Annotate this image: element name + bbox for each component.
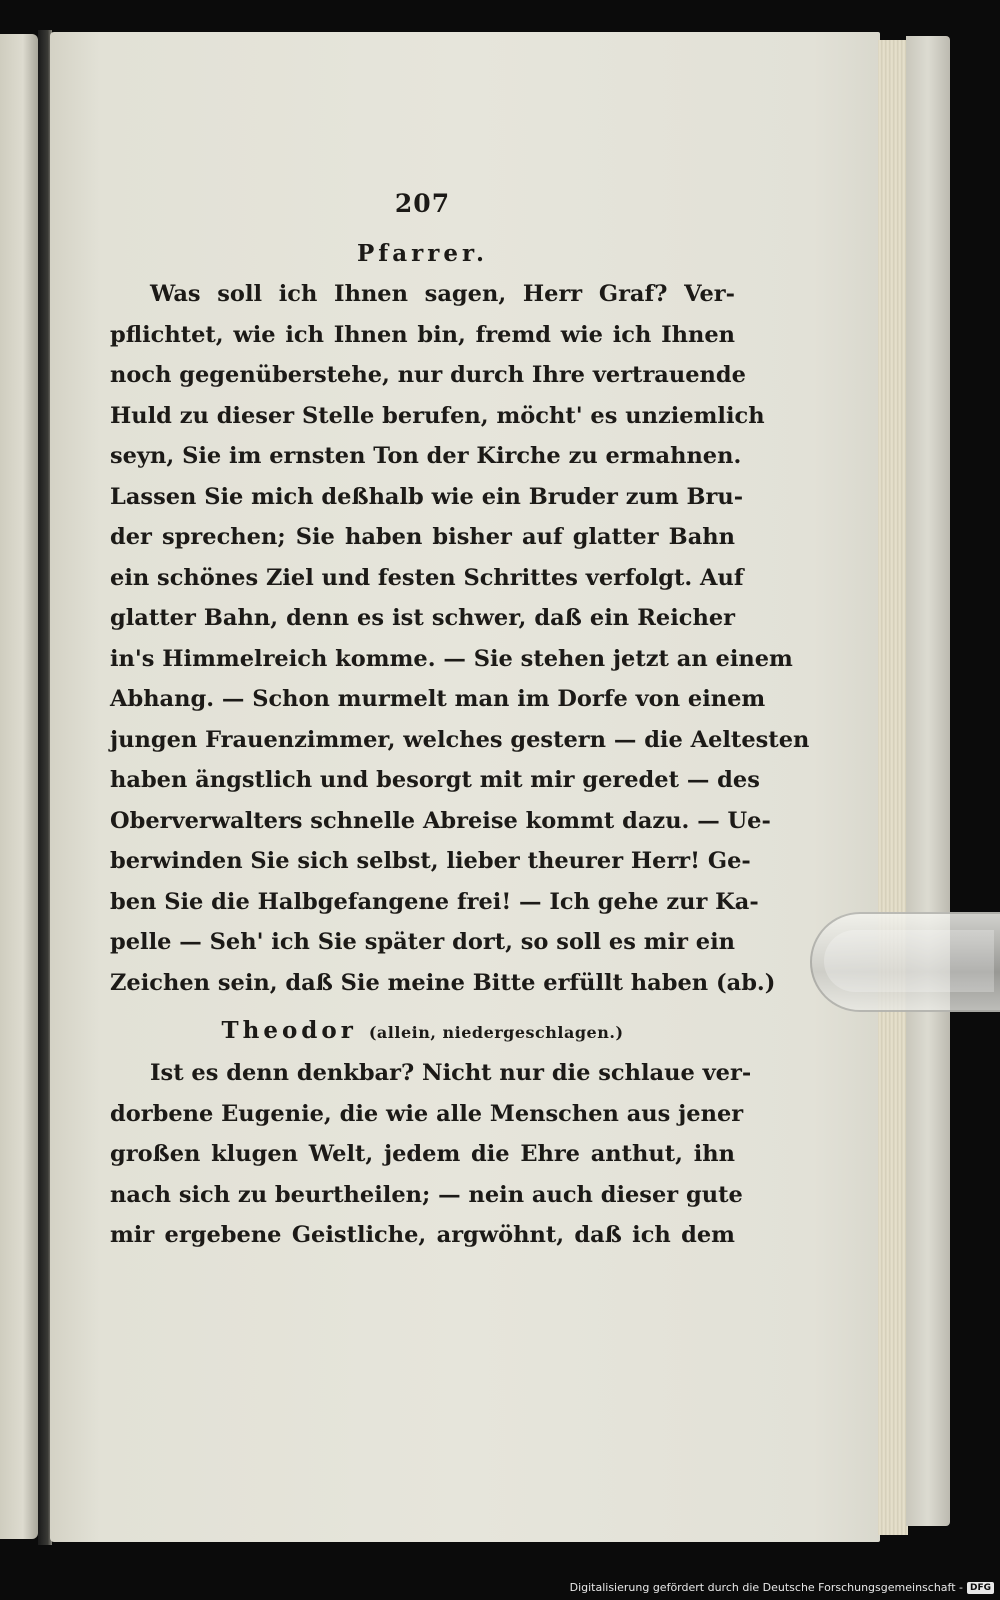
text-line: Lassen Sie mich deßhalb wie ein Bruder zum Bru- [110,483,744,510]
speaker-name: Theodor [221,1017,357,1044]
speaker-heading-theodor [110,1011,735,1053]
text-line: Huld zu dieser Stelle berufen, möcht' es unziemlich [110,402,765,429]
page-number: 207 [394,189,451,218]
previous-page-edge [0,34,38,1539]
text-line: jungen Frauenzimmer, welches gestern — die Aeltesten [110,726,810,753]
speech-paragraph-pfarrer [110,274,810,1003]
text-line: seyn, Sie im ernsten Ton der Kirche zu ermahnen. [110,443,742,469]
page-text-block [110,180,810,1256]
text-line: Ist es denn denkbar? Nicht nur die schlaue ver- [150,1060,752,1086]
glass-page-holder [810,912,1000,1012]
digitization-credit [570,1581,994,1594]
speaker-name: Pfarrer. [357,240,488,267]
text-line: in's Himmelreich komme. — Sie stehen jetzt an einem [110,645,793,672]
page-block-edge [878,40,908,1535]
text-line: ben Sie die Halbgefangene frei! — Ich gehe zur Ka- [110,888,759,915]
text-line: nach sich zu beurtheilen; — nein auch dieser gute [110,1181,743,1208]
text-line: der sprechen; Sie haben bisher auf glatter Bahn [110,524,735,550]
book-cover-edge [906,36,950,1526]
text-line: großen klugen Welt, jedem die Ehre anthut, ihn [110,1141,735,1167]
speech-paragraph-theodor [110,1053,752,1256]
text-line: glatter Bahn, denn es ist schwer, daß ein Reicher [110,605,735,631]
text-line: noch gegenüberstehe, nur durch Ihre vertrauende [110,362,746,388]
text-line: mir ergebene Geistliche, argwöhnt, daß ich dem [110,1222,735,1248]
stage-direction: (allein, niedergeschlagen.) [368,1023,624,1042]
text-line: dorbene Eugenie, die wie alle Menschen aus jener [110,1100,744,1127]
dfg-logo-icon: DFG [967,1582,994,1594]
text-line: Was soll ich Ihnen sagen, Herr Graf? Ver- [150,281,735,307]
text-line: pelle — Seh' ich Sie später dort, so soll es mir ein [110,929,735,955]
text-line: ein schönes Ziel und festen Schrittes verfolgt. Auf [110,564,744,591]
text-line: Abhang. — Schon murmelt man im Dorfe von einem [110,686,766,712]
text-line: Zeichen sein, daß Sie meine Bitte erfüllt haben (ab.) [110,969,776,996]
text-line: haben ängstlich und besorgt mit mir geredet — des [110,767,760,793]
text-line: berwinden Sie sich selbst, lieber theurer Herr! Ge- [110,848,751,874]
speaker-heading-pfarrer [110,234,735,274]
text-line: pflichtet, wie ich Ihnen bin, fremd wie ich Ihnen [110,321,735,348]
text-line: Oberverwalters schnelle Abreise kommt dazu. — Ue- [110,807,771,834]
credit-text: Digitalisierung gefördert durch die Deutsche Forschungsgemeinschaft - [569,1581,963,1594]
